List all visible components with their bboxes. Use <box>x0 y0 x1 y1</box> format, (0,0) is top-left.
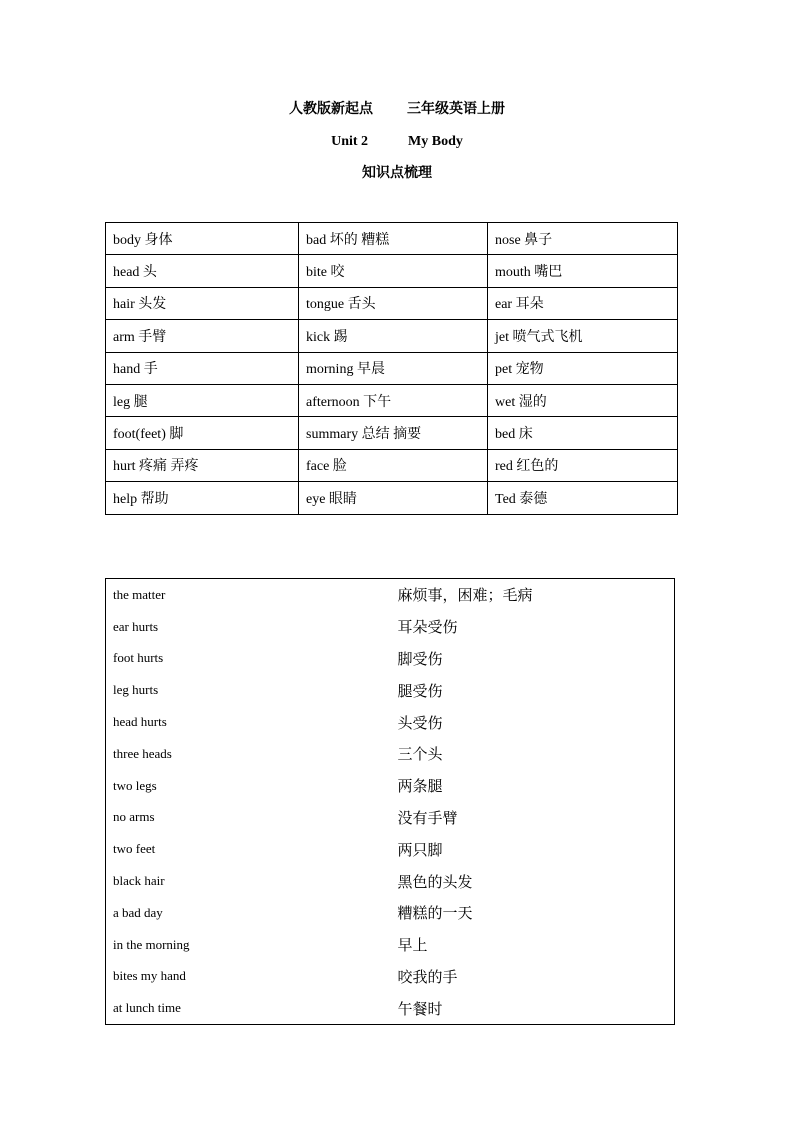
phrase-chinese: 腿受伤 <box>397 683 443 700</box>
phrase-row <box>106 706 675 738</box>
doc-title <box>0 101 794 119</box>
vocab-row <box>106 255 678 287</box>
phrase-english: three heads <box>113 745 172 761</box>
vocab-cell: wet 湿的 <box>488 384 678 416</box>
vocab-cell: eye 眼睛 <box>299 482 488 514</box>
phrase-english: ear hurts <box>113 618 159 634</box>
vocab-row <box>106 223 678 255</box>
vocab-cell: Ted 泰德 <box>488 482 678 514</box>
phrase-english: no arms <box>113 809 155 825</box>
phrase-row <box>106 865 675 897</box>
phrase-chinese: 早上 <box>397 938 428 955</box>
phrase-row <box>106 738 675 770</box>
vocab-cell: afternoon 下午 <box>299 384 488 416</box>
phrase-english: the matter <box>113 586 166 602</box>
phrase-chinese: 午餐时 <box>397 1001 443 1018</box>
phrase-chinese: 麻烦事，困难；毛病 <box>397 588 533 605</box>
vocab-cell: bed 床 <box>488 417 678 449</box>
phrase-chinese: 脚受伤 <box>397 651 443 668</box>
phrase-english: bites my hand <box>113 968 186 984</box>
vocab-cell: ear 耳朵 <box>488 287 678 319</box>
phrase-english: head hurts <box>113 714 167 730</box>
phrase-row <box>106 833 675 865</box>
vocab-cell: face 脸 <box>299 449 488 481</box>
vocab-row <box>106 384 678 416</box>
phrase-row <box>106 643 675 675</box>
phrase-chinese: 两条腿 <box>397 779 443 796</box>
vocab-cell: body 身体 <box>106 223 299 255</box>
vocab-cell: arm 手臂 <box>106 320 299 352</box>
phrase-english: two legs <box>113 777 157 793</box>
phrase-row <box>106 611 675 643</box>
vocab-row <box>106 449 678 481</box>
vocab-cell: red 红色的 <box>488 449 678 481</box>
vocab-row <box>106 352 678 384</box>
unit-title <box>0 133 794 151</box>
vocab-cell: tongue 舌头 <box>299 287 488 319</box>
vocab-row <box>106 482 678 514</box>
phrase-english: at lunch time <box>113 1000 181 1016</box>
phrase-english: leg hurts <box>113 682 159 698</box>
unit-number: Unit 2 <box>331 134 369 149</box>
vocab-row <box>106 287 678 319</box>
vocab-cell: bite 咬 <box>299 255 488 287</box>
vocab-cell: morning 早晨 <box>299 352 488 384</box>
phrase-english: a bad day <box>113 904 163 920</box>
phrase-row <box>106 579 675 611</box>
vocab-cell: bad 坏的 糟糕 <box>299 223 488 255</box>
phrase-chinese: 三个头 <box>397 747 443 764</box>
section-title: 知识点梳理 <box>362 166 432 181</box>
phrase-chinese: 两只脚 <box>397 842 443 859</box>
vocab-cell: head 头 <box>106 255 299 287</box>
phrase-chinese: 黑色的头发 <box>397 874 473 891</box>
vocab-cell: pet 宠物 <box>488 352 678 384</box>
vocab-row <box>106 417 678 449</box>
phrase-english: black hair <box>113 873 165 889</box>
phrase-chinese: 糟糕的一天 <box>397 906 473 923</box>
phrase-chinese: 耳朵受伤 <box>397 620 458 637</box>
phrase-table <box>105 578 675 1025</box>
phrase-english: foot hurts <box>113 650 164 666</box>
phrase-chinese: 咬我的手 <box>397 969 458 986</box>
vocab-cell: nose 鼻子 <box>488 223 678 255</box>
vocab-cell: leg 腿 <box>106 384 299 416</box>
phrase-row <box>106 802 675 834</box>
phrase-chinese: 没有手臂 <box>397 810 458 827</box>
phrase-row <box>106 929 675 961</box>
vocab-cell: hand 手 <box>106 352 299 384</box>
phrase-row <box>106 961 675 993</box>
phrase-row <box>106 674 675 706</box>
vocab-cell: foot(feet) 脚 <box>106 417 299 449</box>
phrase-row <box>106 770 675 802</box>
vocab-cell: help 帮助 <box>106 482 299 514</box>
vocab-cell: hurt 疼痛 弄疼 <box>106 449 299 481</box>
vocab-cell: mouth 嘴巴 <box>488 255 678 287</box>
vocab-cell: hair 头发 <box>106 287 299 319</box>
phrase-row <box>106 992 675 1024</box>
vocabulary-table <box>105 222 678 515</box>
vocab-row <box>106 320 678 352</box>
unit-name: My Body <box>408 134 463 149</box>
vocab-cell: jet 喷气式飞机 <box>488 320 678 352</box>
phrase-chinese: 头受伤 <box>397 715 443 732</box>
phrase-english: two feet <box>113 841 156 857</box>
title-grade: 三年级英语上册 <box>407 102 505 117</box>
title-publisher: 人教版新起点 <box>289 102 373 117</box>
vocab-cell: summary 总结 摘要 <box>299 417 488 449</box>
vocab-cell: kick 踢 <box>299 320 488 352</box>
phrase-row <box>106 897 675 929</box>
phrase-english: in the morning <box>113 936 190 952</box>
